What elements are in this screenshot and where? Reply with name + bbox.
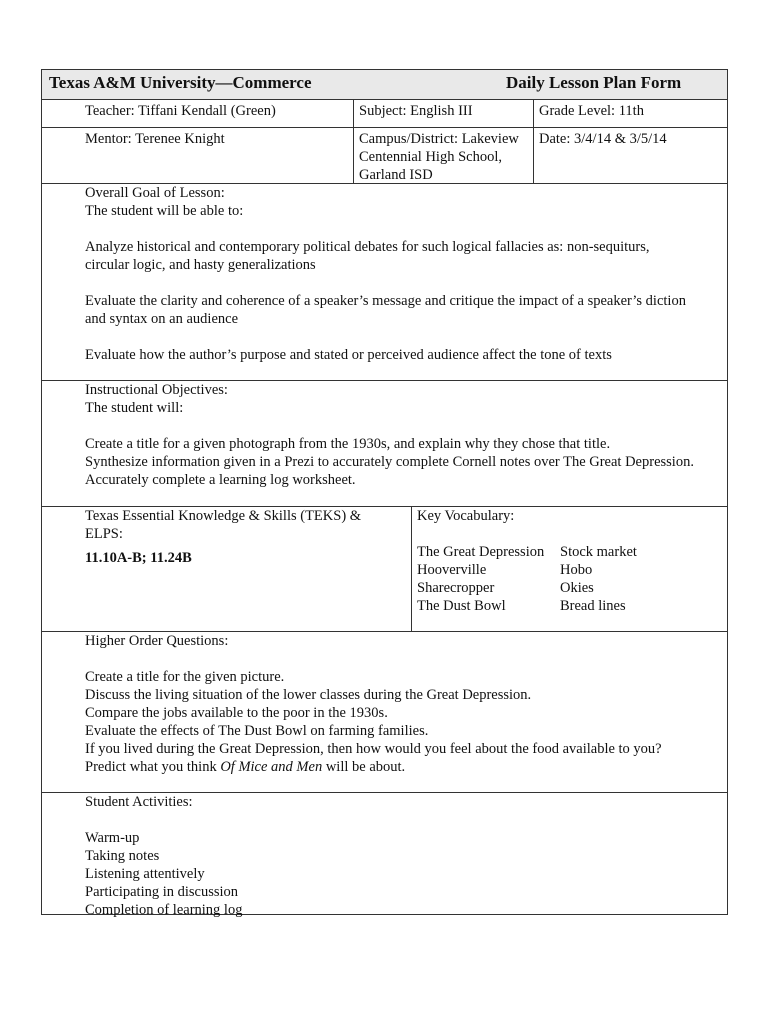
objective-item: Synthesize information given in a Prezi to accurately complete Cornell notes over The Great Depression. xyxy=(85,454,694,470)
book-title: Of Mice and Men xyxy=(220,759,323,775)
vocab-term: Hobo xyxy=(560,562,593,578)
teks-codes: 11.10A-B; 11.24B xyxy=(85,550,192,566)
overall-goal-section xyxy=(41,183,728,381)
objectives-intro: The student will: xyxy=(85,400,184,416)
goal-line: Evaluate how the author’s purpose and stated or perceived audience affect the tone of texts xyxy=(85,347,612,363)
campus-line: Centennial High School, xyxy=(359,149,502,165)
goal-line: circular logic, and hasty generalizations xyxy=(85,257,316,273)
teks-heading: ELPS: xyxy=(85,526,123,542)
section-heading: Higher Order Questions: xyxy=(85,633,229,649)
subject-cell xyxy=(354,100,534,127)
teks-cell xyxy=(42,507,412,631)
vocab-term: Sharecropper xyxy=(417,580,495,596)
grade-level: Grade Level: 11th xyxy=(539,103,644,119)
activity-item: Participating in discussion xyxy=(85,884,239,900)
subject: Subject: English III xyxy=(359,103,473,119)
teacher-name: Teacher: Tiffani Kendall (Green) xyxy=(85,103,276,119)
teacher-row xyxy=(41,99,728,128)
activity-item: Warm-up xyxy=(85,830,140,846)
vocab-cell xyxy=(412,507,727,631)
goal-line: and syntax on an audience xyxy=(85,311,239,327)
goal-intro: The student will be able to: xyxy=(85,203,244,219)
activity-item: Listening attentively xyxy=(85,866,205,882)
questions-section xyxy=(41,631,728,793)
form-title: Daily Lesson Plan Form xyxy=(506,73,682,92)
vocab-term: Bread lines xyxy=(560,598,626,614)
activities-section xyxy=(41,792,728,918)
objective-item: Accurately complete a learning log worksheet. xyxy=(85,472,356,488)
mentor-row xyxy=(41,127,728,184)
grade-cell xyxy=(534,100,727,127)
section-heading: Instructional Objectives: xyxy=(85,382,228,398)
goal-line: Evaluate the clarity and coherence of a speaker’s message and critique the impact of a speaker’s diction xyxy=(85,293,686,309)
vocab-term: Stock market xyxy=(560,544,637,560)
question-item: Evaluate the effects of The Dust Bowl on farming families. xyxy=(85,723,429,739)
objective-item: Create a title for a given photograph from the 1930s, and explain why they chose that title. xyxy=(85,436,611,452)
lesson-date: Date: 3/4/14 & 3/5/14 xyxy=(539,131,667,147)
question-item: Create a title for the given picture. xyxy=(85,669,285,685)
university-title: Texas A&M University—Commerce xyxy=(49,73,312,92)
activity-item: Taking notes xyxy=(85,848,160,864)
teks-heading: Texas Essential Knowledge & Skills (TEKS) & xyxy=(85,508,362,524)
vocab-term: Okies xyxy=(560,580,594,596)
mentor-cell xyxy=(42,128,354,183)
activity-item: Completion of learning log xyxy=(85,902,243,918)
section-heading: Student Activities: xyxy=(85,794,193,810)
teacher-cell xyxy=(42,100,354,127)
mentor-name: Mentor: Terenee Knight xyxy=(85,131,225,147)
section-heading: Overall Goal of Lesson: xyxy=(85,185,225,201)
question-item: If you lived during the Great Depression, then how would you feel about the food available to you? xyxy=(85,741,662,757)
goal-line: Analyze historical and contemporary political debates for such logical fallacies as: non-sequiturs, xyxy=(85,239,650,255)
predict-prefix: Predict what you think xyxy=(85,759,221,775)
teks-vocab-row xyxy=(41,506,728,632)
question-item: Compare the jobs available to the poor in the 1930s. xyxy=(85,705,388,721)
campus-line: Garland ISD xyxy=(359,167,433,183)
question-item: Discuss the living situation of the lower classes during the Great Depression. xyxy=(85,687,532,703)
question-item xyxy=(85,758,662,776)
predict-suffix: will be about. xyxy=(322,759,406,775)
objectives-section xyxy=(41,380,728,507)
vocab-term: The Dust Bowl xyxy=(417,598,506,614)
campus-cell xyxy=(354,128,534,183)
form-header xyxy=(41,69,728,100)
vocab-list xyxy=(417,543,637,615)
vocab-term: Hooverville xyxy=(417,562,487,578)
vocab-term: The Great Depression xyxy=(417,544,545,560)
campus-line: Campus/District: Lakeview xyxy=(359,131,519,147)
vocab-heading: Key Vocabulary: xyxy=(417,508,515,524)
date-cell xyxy=(534,128,727,183)
